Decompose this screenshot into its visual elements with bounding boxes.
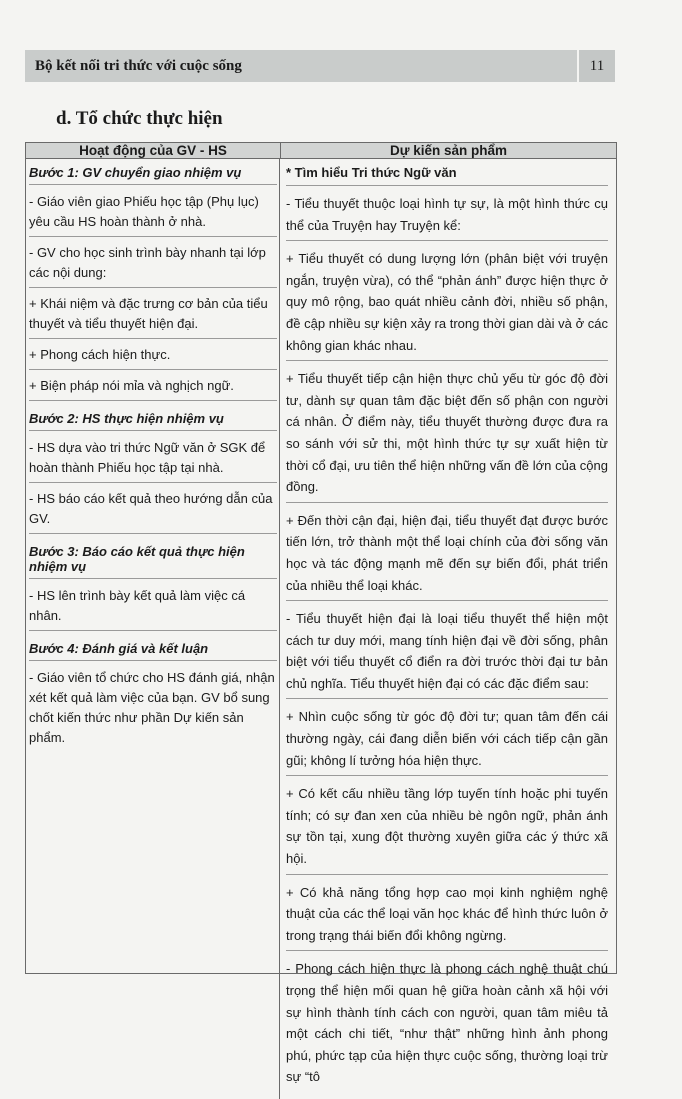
section-title: d. Tổ chức thực hiện (56, 108, 223, 129)
step-2-item: - HS dựa vào tri thức Ngữ văn ở SGK để hoàn thành Phiếu học tập tại nhà. (29, 438, 277, 483)
product-paragraph: + Đến thời cận đại, hiện đại, tiểu thuyết đạt được bước tiến lớn, trở thành một thể loại chính của đời sống văn học và tác động mạnh mẽ đến sự biến đổi, phát triển của nhiều thể loại khác. (286, 510, 608, 601)
product-paragraph: + Tiểu thuyết tiếp cận hiện thực chủ yếu từ góc độ đời tư, dành sự quan tâm đặc biệt đến số phận con người cá nhân. Ở điểm này, tiểu thuyết thường được đưa ra so sánh với sử thi, một hình thức tự sự xuất hiện từ thời cổ đại, ưu tiên thể hiện những vấn đề lớn của cộng đồng. (286, 368, 608, 503)
table-body (26, 159, 616, 1099)
activity-table (25, 142, 617, 1085)
book-series-title: Bộ kết nối tri thức với cuộc sống (35, 57, 242, 74)
step-1-heading: Bước 1: GV chuyển giao nhiệm vụ (29, 160, 277, 185)
step-3-item: - HS lên trình bày kết quả làm việc cá nhân. (29, 586, 277, 631)
step-2-heading: Bước 2: HS thực hiện nhiệm vụ (29, 407, 277, 431)
product-paragraph: - Tiểu thuyết hiện đại là loại tiểu thuyết thể hiện một cách tư duy mới, mang tính hiện đại về đời sống, phân biệt với tiểu thuyết cổ điển ra đời trước thời đại tư bản chủ nghĩa. Tiểu thuyết hiện đại có các đặc điểm sau: (286, 608, 608, 699)
activities-column (26, 159, 280, 1099)
step-1-item: + Phong cách hiện thực. (29, 345, 277, 370)
step-1-item: + Khái niệm và đặc trưng cơ bản của tiểu thuyết và tiểu thuyết hiện đại. (29, 294, 277, 339)
step-1-item: - GV cho học sinh trình bày nhanh tại lớp các nội dung: (29, 243, 277, 288)
step-4-heading: Bước 4: Đánh giá và kết luận (29, 637, 277, 661)
step-3-heading: Bước 3: Báo cáo kết quả thực hiện nhiệm vụ (29, 540, 277, 579)
column-header-expected-product: Dự kiến sản phẩm (389, 143, 508, 158)
product-paragraph: + Có khả năng tổng hợp cao mọi kinh nghiệm nghệ thuật của các thể loại văn học khác để hình thức luôn ở trong trạng thái biến đổi không ngừng. (286, 882, 608, 952)
column-header-activities: Hoạt động của GV - HS (26, 143, 281, 158)
product-paragraph: - Phong cách hiện thực là phong cách nghệ thuật chú trọng thể hiện mối quan hệ giữa hoàn cảnh xã hội với sự hình thành tính cách con người, quan tâm miêu tả một cách chi tiết, “như thật” những hình ảnh phong phú, phức tạp của hiện thực cuộc sống, thường loại trừ sự “tô (286, 961, 608, 1085)
product-paragraph: + Có kết cấu nhiều tầng lớp tuyến tính hoặc phi tuyến tính; có sự đan xen của nhiều bè ngôn ngữ, phản ánh sự tồn tại, xung đột thường xuyên giữa các ý thức xã hội. (286, 783, 608, 874)
step-2-item: - HS báo cáo kết quả theo hướng dẫn của GV. (29, 489, 277, 534)
product-paragraph: + Tiểu thuyết có dung lượng lớn (phân biệt với truyện ngắn, truyện vừa), có thể “phản ánh” được hiện thực ở quy mô rộng, bao quát nhiều cảnh đời, nhiều số phận, đề cập nhiều sự kiện xảy ra trong thời gian dài và ở các không gian khác nhau. (286, 248, 608, 361)
product-paragraph: - Tiểu thuyết thuộc loại hình tự sự, là một hình thức cụ thể của Truyện hay Truyện kể: (286, 193, 608, 241)
step-4-item: - Giáo viên tổ chức cho HS đánh giá, nhận xét kết quả làm việc của bạn. GV bổ sung chốt kiến thức như phần Dự kiến sản phẩm. (29, 670, 275, 745)
table-header-row (26, 143, 616, 159)
product-paragraph: + Nhìn cuộc sống từ góc độ đời tư; quan tâm đến cái thường ngày, cái đang diễn biến với cách tiếp cận gần gũi; không lí tưởng hóa hiện thực. (286, 706, 608, 776)
running-header (25, 50, 615, 82)
step-1-item: + Biện pháp nói mỉa và nghịch ngữ. (29, 376, 277, 401)
page-number: 11 (577, 50, 615, 82)
step-1-item: - Giáo viên giao Phiếu học tập (Phụ lục) yêu cầu HS hoàn thành ở nhà. (29, 192, 277, 237)
knowledge-heading: * Tìm hiểu Tri thức Ngữ văn (286, 160, 608, 186)
expected-product-column (280, 159, 616, 1099)
